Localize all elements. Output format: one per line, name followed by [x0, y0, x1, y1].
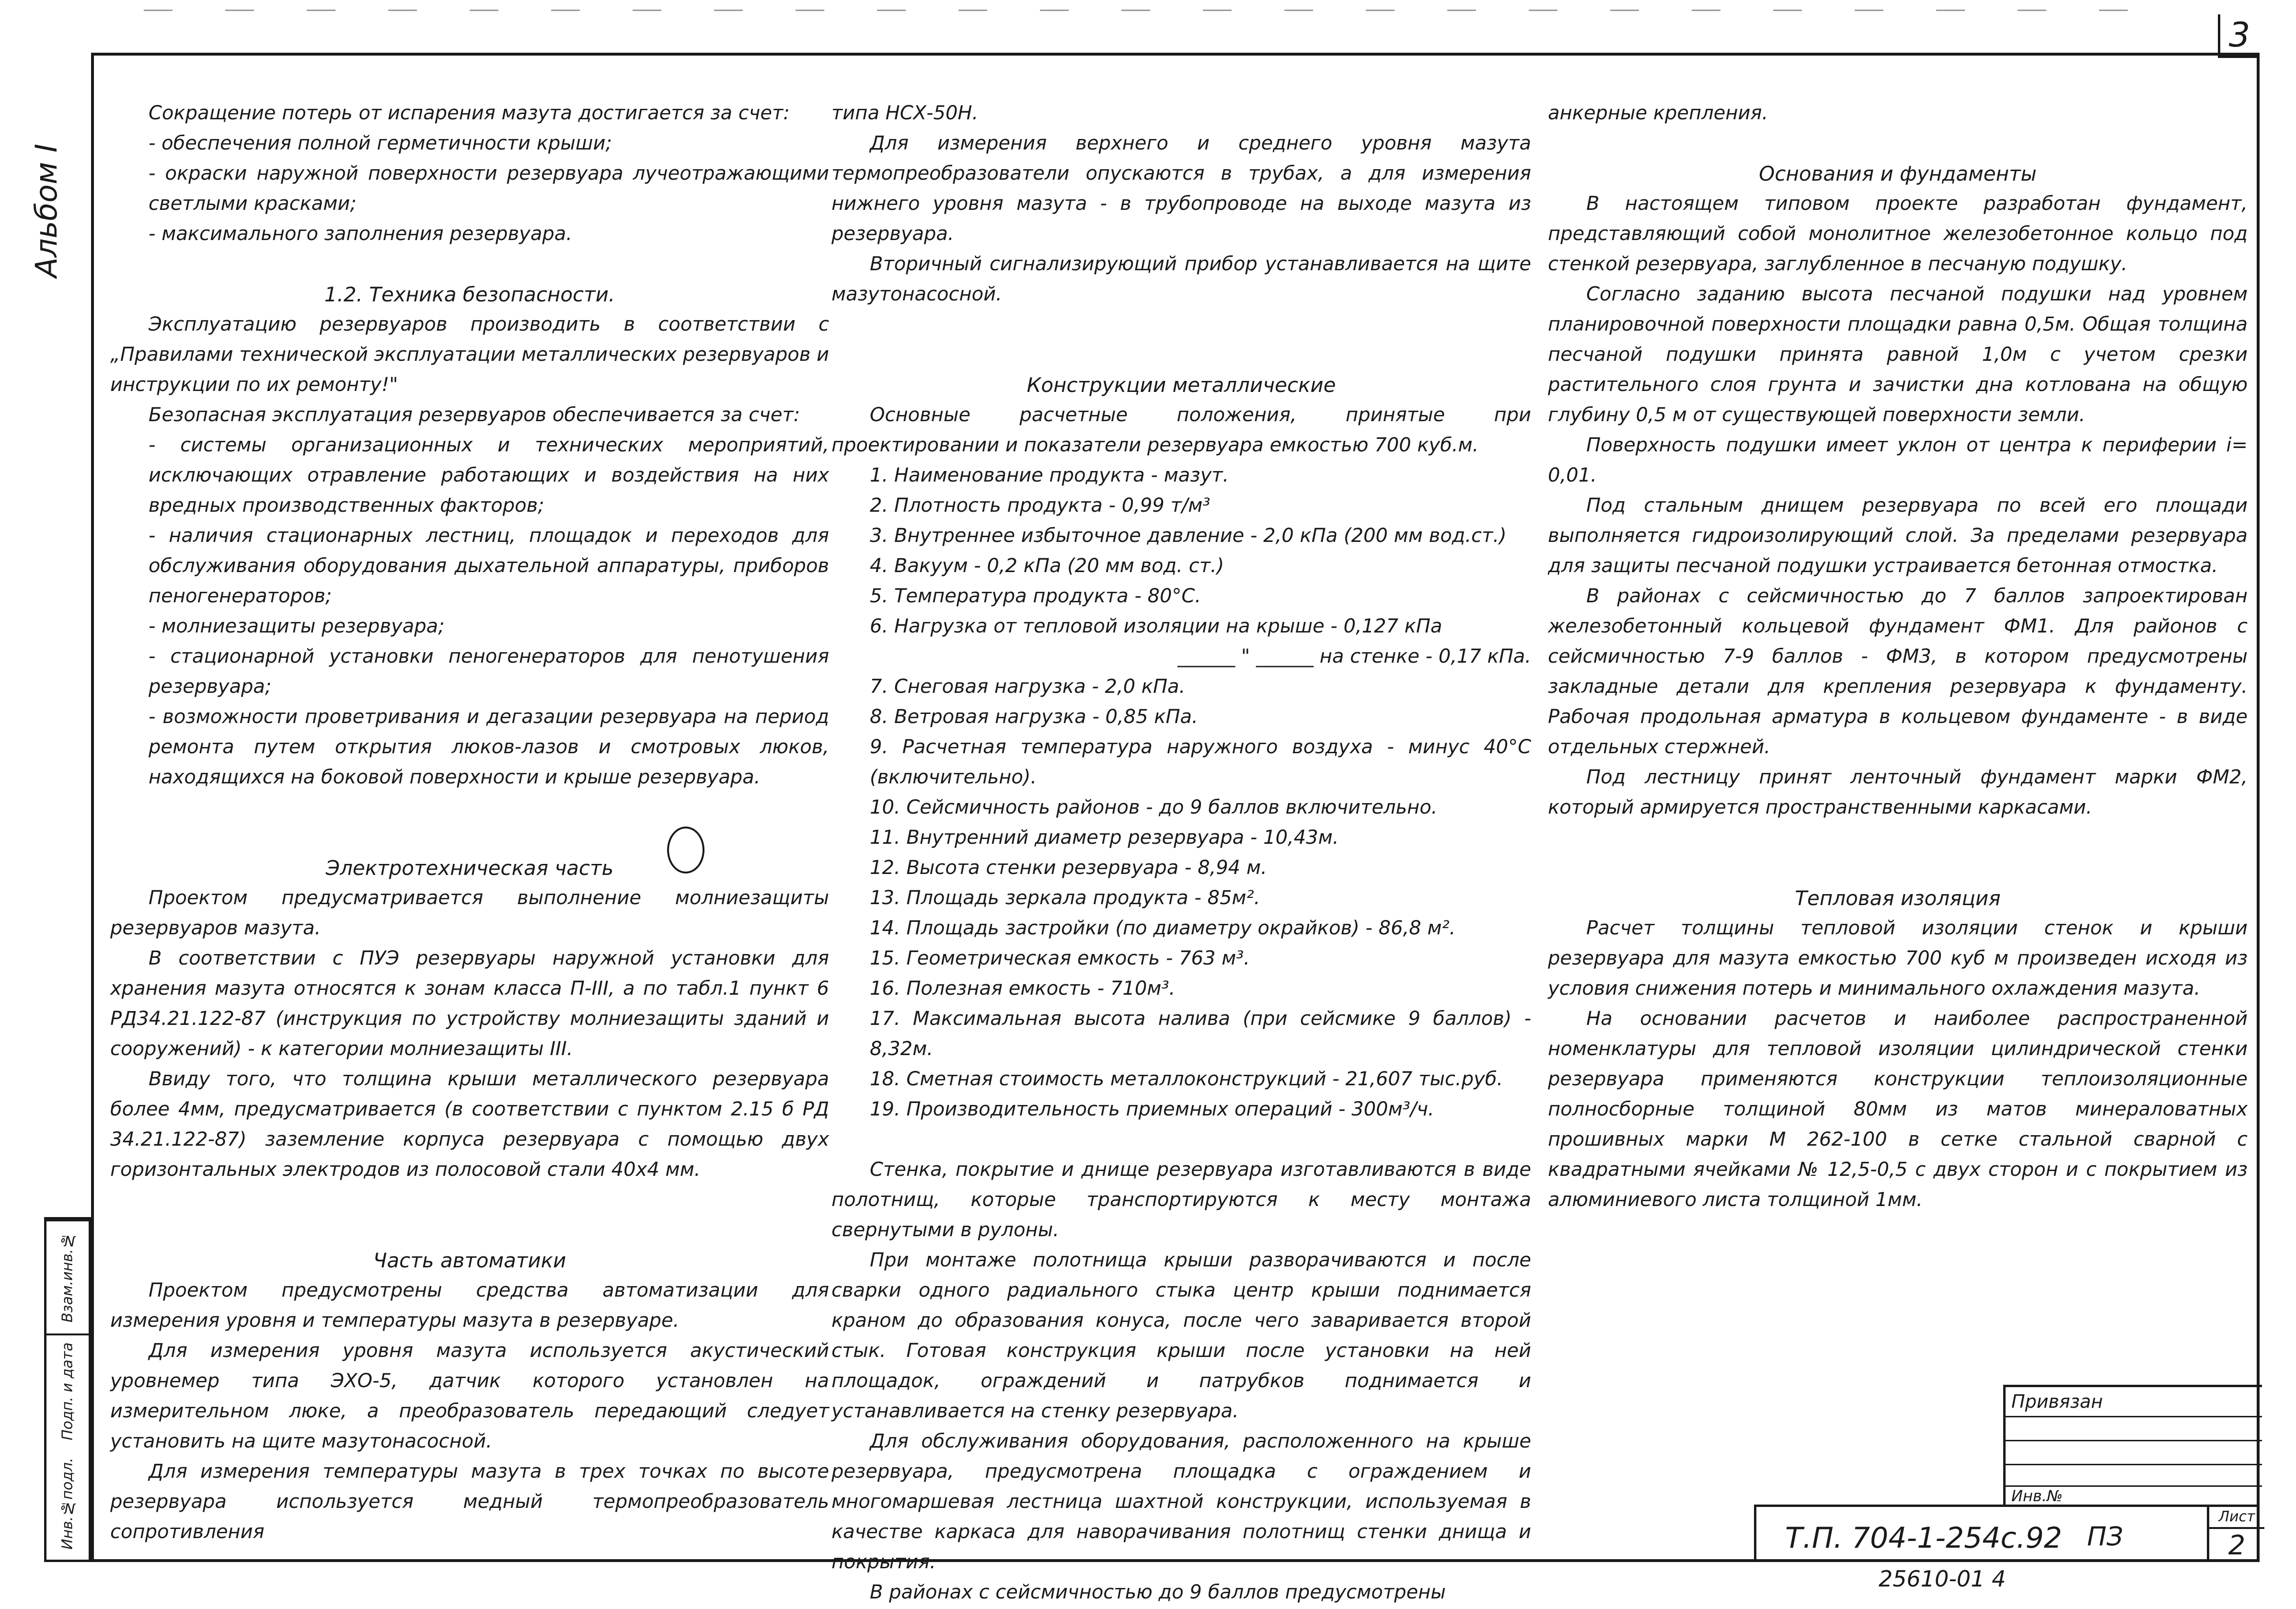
list-item: 4. Вакуум - 0,2 кПа (20 мм вод. ст.): [870, 555, 1224, 577]
list-item: 2. Плотность продукта - 0,99 т/м³: [870, 494, 1211, 517]
sheet-number: 2: [2228, 1530, 2246, 1561]
column-3: [1548, 98, 2248, 1215]
list-item: 7. Снеговая нагрузка - 2,0 кПа.: [870, 676, 1186, 698]
paragraph: Под стальным днищем резервуара по всей его площади выполняется гидроизолирующий слой. За пределами резервуара для защиты песчаной подушки устраивается бетонная отмостка.: [1548, 494, 2248, 577]
section-heading-electrical: Электротехническая часть: [325, 856, 614, 880]
side-stamp-cell: Инв.№подл.: [59, 1458, 76, 1550]
hand-mark: [667, 827, 704, 873]
sheet-number-top: 3: [2218, 14, 2259, 58]
list-item: - системы организационных и технических мероприятий, исключающих отравление работающих и воздействия на них вредных производственных факторов;: [149, 434, 829, 517]
side-stamp: [44, 1217, 91, 1562]
paragraph: При монтаже полотнища крыши разворачиваются и после сварки одного радиального стыка центр крыши поднимается краном до образования конуса, после чего заваривается второй стык. Готовая конструкция крыши после установки на ней площадок, ограждений и патрубков поднимается и устанавливается на стенку резервуара.: [831, 1249, 1531, 1422]
paragraph: анкерные крепления.: [1548, 102, 1768, 124]
paragraph: Ввиду того, что толщина крыши металлического резервуара более 4мм, предусматривается (в соответствии с пунктом 2.15 б РД 34.21.122-87) заземление корпуса резервуара с помощью двух горизонтальных электродов из полосовой стали 40х4 мм.: [110, 1068, 829, 1181]
text-line: Сокращение потерь от испарения мазута достигается за счет:: [149, 102, 790, 124]
list-item: 12. Высота стенки резервуара - 8,94 м.: [870, 857, 1267, 879]
list-item: 11. Внутренний диаметр резервуара - 10,43м.: [870, 827, 1339, 849]
list-item: 14. Площадь застройки (по диаметру окрайков) - 86,8 м².: [870, 917, 1456, 939]
list-item: - возможности проветривания и дегазации резервуара на период ремонта путем открытия люков-лазов и смотровых люков, находящихся на боковой поверхности и крыше резервуара.: [149, 706, 829, 788]
list-item: 10. Сейсмичность районов - до 9 баллов включительно.: [870, 796, 1438, 818]
paragraph: В соответствии с ПУЭ резервуары наружной установки для хранения мазута относятся к зонам класса П-III, а по табл.1 пункт 6 РД34.21.122-87 (инструкция по устройству молниезащиты зданий и сооружений) - к категории молниезащиты III.: [110, 947, 829, 1060]
binding-stamp-label: Привязан: [2011, 1391, 2103, 1412]
list-item: 16. Полезная емкость - 710м³.: [870, 977, 1176, 1000]
list-item: 8. Ветровая нагрузка - 0,85 кПа.: [870, 706, 1198, 728]
project-code: Т.П. 704-1-254с.92: [1785, 1521, 2062, 1555]
list-item: 17. Максимальная высота налива (при сейсмике 9 баллов) - 8,32м.: [870, 1008, 1531, 1060]
paragraph: Для измерения уровня мазута используется акустический уровнемер типа ЭХО-5, датчик которого установлен на измерительном люке, а преобразователь передающий следует установить на щите мазутонасосной.: [110, 1340, 829, 1452]
paragraph: Под лестницу принят ленточный фундамент марки ФМ2, который армируется пространственными каркасами.: [1548, 766, 2248, 818]
list-item: 3. Внутреннее избыточное давление - 2,0 кПа (200 мм вод.ст.): [870, 525, 1507, 547]
paragraph: Проектом предусматривается выполнение молниезащиты резервуаров мазута.: [110, 887, 829, 939]
archive-code: 25610-01 4: [1879, 1566, 2006, 1592]
scan-noise: [144, 10, 2157, 11]
list-item: 1. Наименование продукта - мазут.: [870, 464, 1229, 486]
paragraph: Проектом предусмотрены средства автоматизации для измерения уровня и температуры мазута в резервуаре.: [110, 1279, 829, 1332]
paragraph: типа НСХ-50Н.: [831, 102, 979, 124]
column-2: [831, 98, 1531, 1608]
paragraph: Вторичный сигнализирующий прибор устанавливается на щите мазутонасосной.: [831, 253, 1531, 305]
binding-stamp: [2003, 1385, 2262, 1507]
paragraph: В районах с сейсмичностью до 7 баллов запроектирован железобетонный кольцевой фундамент ФМ1. Для районов с сейсмичностью 7-9 баллов - ФМ3, в котором предусмотрены закладные детали для крепления резервуара к фундаменту. Рабочая продольная арматура в кольцевом фундаменте - в виде отдельных стержней.: [1548, 585, 2248, 758]
paragraph: Для измерения верхнего и среднего уровня мазута термопреобразователи опускаются в трубах, а для измерения нижнего уровня мазута - в трубопроводе на выходе мазута из резервуара.: [831, 132, 1531, 245]
list-item: - максимального заполнения резервуара.: [149, 223, 572, 245]
list-item: - молниезащиты резервуара;: [149, 615, 445, 637]
paragraph: Безопасная эксплуатация резервуаров обеспечивается за счет:: [149, 404, 800, 426]
title-block: [1754, 1505, 2260, 1562]
list-item: 13. Площадь зеркала продукта - 85м².: [870, 887, 1260, 909]
section-heading-safety: 1.2. Техника безопасности.: [324, 283, 615, 306]
list-item: 18. Сметная стоимость металлоконструкций - 21,607 тыс.руб.: [870, 1068, 1503, 1090]
side-stamp-cell: Подп. и дата: [46, 1333, 89, 1448]
list-item: - обеспечения полной герметичности крыши;: [149, 132, 612, 154]
paragraph: Основные расчетные положения, принятые при проектировании и показатели резервуара емкостью 700 куб.м.: [831, 404, 1531, 456]
paragraph: Поверхность подушки имеет уклон от центра к периферии i= 0,01.: [1548, 434, 2248, 486]
paragraph: Стенка, покрытие и днище резервуара изготавливаются в виде полотнищ, которые транспортируются к месту монтажа свернутыми в рулоны.: [831, 1159, 1531, 1241]
section-heading-metal: Конструкции металлические: [1027, 373, 1336, 397]
paragraph: Согласно заданию высота песчаной подушки над уровнем планировочной поверхности площадки равна 0,5м. Общая толщина песчаной подушки принята равной 1,0м с учетом срезки растительного слоя грунта и зачистки дна котлована на общую глубину 0,5 м от существующей поверхности земли.: [1548, 283, 2248, 426]
paragraph: В районах с сейсмичностью до 9 баллов предусмотрены: [870, 1581, 1446, 1603]
sheet-label: Лист: [2209, 1507, 2264, 1529]
stamp-line: [2006, 1464, 2262, 1465]
section-heading-insulation: Тепловая изоляция: [1795, 886, 2001, 910]
list-item: 9. Расчетная температура наружного воздуха - минус 40°С (включительно).: [870, 736, 1531, 788]
list-item: - окраски наружной поверхности резервуара лучеотражающими светлыми красками;: [149, 162, 829, 215]
list-item: 15. Геометрическая емкость - 763 м³.: [870, 947, 1250, 969]
paragraph: В настоящем типовом проекте разработан фундамент, представляющий собой монолитное железобетонное кольцо под стенкой резервуара, заглубленное в песчаную подушку.: [1548, 193, 2248, 275]
paragraph: Эксплуатацию резервуаров производить в соответствии с „Правилами технической эксплуатации металлических резервуаров и инструкции по их ремонту!": [110, 313, 829, 396]
paragraph: Для обслуживания оборудования, расположенного на крыше резервуара, предусмотрена площадка с ограждением и многомаршевая лестница шахтной конструкции, используемая в качестве каркаса для наворачивания полотнищ стенки днища и покрытия.: [831, 1430, 1531, 1573]
list-item: 5. Температура продукта - 80°С.: [870, 585, 1201, 607]
stamp-line: [2006, 1440, 2262, 1441]
inventory-label: Инв.№: [2011, 1487, 2063, 1505]
list-item: 6. Нагрузка от тепловой изоляции на крыше - 0,127 кПа: [870, 615, 1442, 637]
list-item: ______ " ______ на стенке - 0,17 кПа.: [1177, 645, 1531, 667]
sheet-cell: [2207, 1507, 2264, 1562]
section-heading-automation: Часть автоматики: [373, 1249, 566, 1272]
side-stamp-cell: Взам.инв.№: [46, 1219, 89, 1333]
list-item: 19. Производительность приемных операций - 300м³/ч.: [870, 1098, 1434, 1120]
album-label: Альбом I: [29, 144, 64, 278]
paragraph: Для измерения температуры мазута в трех точках по высоте резервуара используется медный термопреобразователь сопротивления: [110, 1460, 829, 1543]
stamp-line: [2006, 1416, 2262, 1417]
paragraph: Расчет толщины тепловой изоляции стенок и крыши резервуара для мазута емкостью 700 куб м произведен исходя из условия снижения потерь и минимального охлаждения мазута.: [1548, 917, 2248, 1000]
section-heading-foundations: Основания и фундаменты: [1759, 162, 2037, 185]
list-item: - наличия стационарных лестниц, площадок и переходов для обслуживания оборудования дыхательной аппаратуры, приборов пеногенераторов;: [149, 525, 829, 607]
document-code: ПЗ: [2087, 1521, 2123, 1552]
paragraph: На основании расчетов и наиболее распространенной номенклатуры для тепловой изоляции цилиндрической стенки резервуара применяются конструкции теплоизоляционные полносборные толщиной 80мм из матов минераловатных прошивных марки М 262-100 в сетке стальной сварной с квадратными ячейками № 12,5-0,5 с двух сторон и с покрытием из алюминиевого листа толщиной 1мм.: [1548, 1008, 2248, 1211]
column-1: [110, 98, 829, 1547]
list-item: - стационарной установки пеногенераторов для пенотушения резервуара;: [149, 645, 829, 698]
